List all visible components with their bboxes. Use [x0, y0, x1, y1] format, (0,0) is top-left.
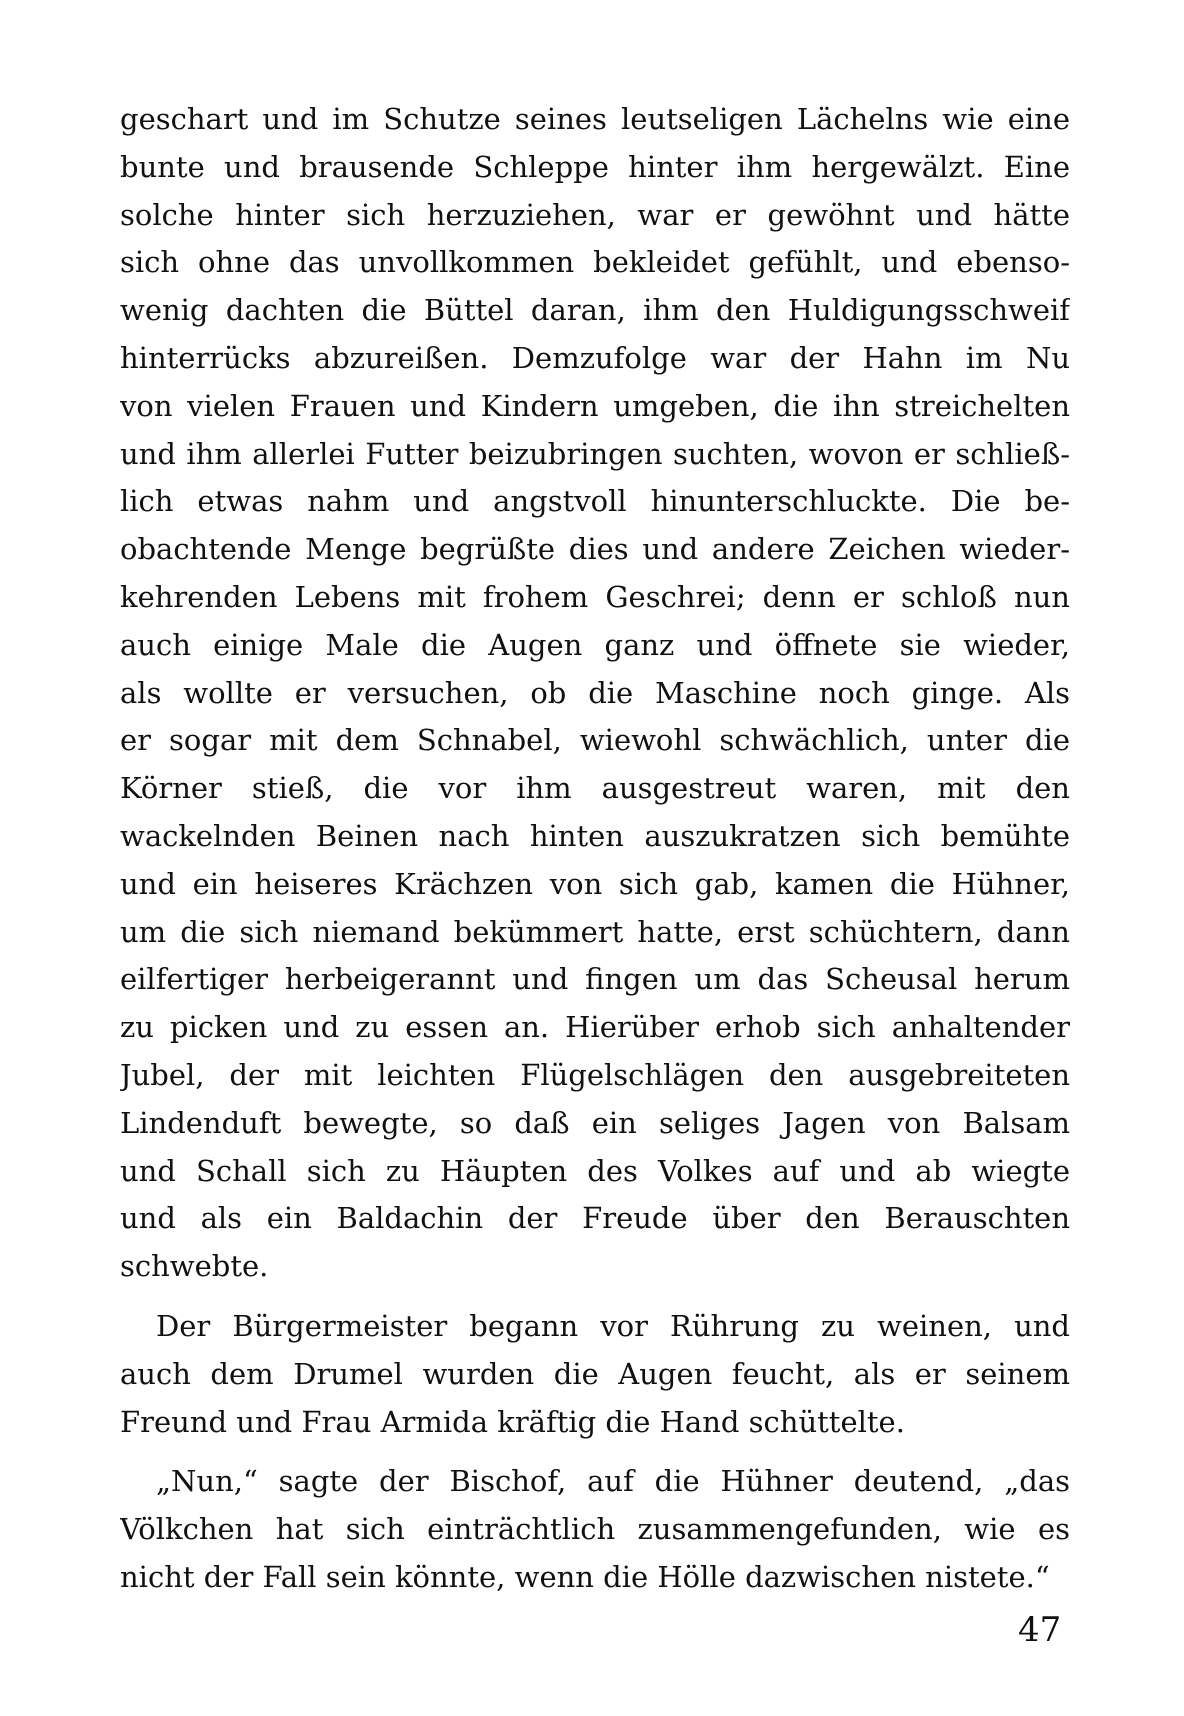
- text-line: obachtende Menge begrüßte dies und andere Zeichen wieder-: [120, 532, 1070, 567]
- text-line: als wollte er versuchen, ob die Maschine noch ginge. Als: [120, 675, 1070, 710]
- text-line: von vielen Frauen und Kindern umgeben, die ihn streichelten: [120, 388, 1070, 423]
- text-line: eilfertiger herbeigerannt und fingen um das Scheusal herum: [120, 962, 1070, 997]
- text-line: Jubel, der mit leichten Flügelschlägen den ausgebreiteten: [120, 1057, 1070, 1092]
- text-line: Körner stieß, die vor ihm ausgestreut waren, mit den: [120, 771, 1070, 806]
- text-line: zu picken und zu essen an. Hierüber erhob sich anhaltender: [120, 1010, 1070, 1045]
- text-line: um die sich niemand bekümmert hatte, erst schüchtern, dann: [120, 914, 1070, 949]
- text-line: „Nun,“ sagte der Bischof, auf die Hühner deutend, „das: [156, 1464, 1070, 1499]
- text-line: wenig dachten die Büttel daran, ihm den Huldigungsschweif: [120, 293, 1070, 328]
- text-line: sich ohne das unvollkommen bekleidet gefühlt, und ebenso-: [120, 245, 1070, 280]
- text-line: Lindenduft bewegte, so daß ein seliges Jagen von Balsam: [120, 1105, 1070, 1140]
- text-line: und als ein Baldachin der Freude über den Berauschten: [120, 1201, 1070, 1236]
- text-line: und ihm allerlei Futter beizubringen suchten, wovon er schließ-: [120, 436, 1070, 471]
- text-line: Völkchen hat sich einträchtlich zusammengefunden, wie es: [120, 1512, 1070, 1547]
- page-number: 47: [1018, 1610, 1062, 1650]
- text-line: auch dem Drumel wurden die Augen feucht, als er seinem: [120, 1356, 1070, 1391]
- text-line: nicht der Fall sein könnte, wenn die Hölle dazwischen nistete.“: [120, 1559, 1050, 1594]
- paragraph-gap: [120, 1446, 1070, 1458]
- text-line: bunte und brausende Schleppe hinter ihm hergewälzt. Eine: [120, 149, 1070, 184]
- text-line: wackelnden Beinen nach hinten auszukratzen sich bemühte: [120, 818, 1070, 853]
- text-line: schwebte.: [120, 1249, 269, 1284]
- text-line: hinterrücks abzureißen. Demzufolge war der Hahn im Nu: [120, 340, 1070, 375]
- text-line: und Schall sich zu Häupten des Volkes auf und ab wiegte: [120, 1153, 1070, 1188]
- text-line: Freund und Frau Armida kräftig die Hand schüttelte.: [120, 1404, 905, 1439]
- text-line: geschart und im Schutze seines leutseligen Lächelns wie eine: [120, 102, 1070, 136]
- text-line: kehrenden Lebens mit frohem Geschrei; denn er schloß nun: [120, 579, 1070, 614]
- body-text: [120, 96, 1070, 1602]
- text-line: solche hinter sich herzuziehen, war er gewöhnt und hätte: [120, 197, 1070, 232]
- text-line: und ein heiseres Krächzen von sich gab, kamen die Hühner,: [120, 866, 1070, 901]
- text-line: er sogar mit dem Schnabel, wiewohl schwächlich, unter die: [120, 723, 1070, 758]
- paragraph-gap: [120, 1291, 1070, 1303]
- text-line: lich etwas nahm und angstvoll hinunterschluckte. Die be-: [120, 484, 1070, 519]
- text-line: auch einige Male die Augen ganz und öffnete sie wieder,: [120, 627, 1070, 662]
- text-line: Der Bürgermeister begann vor Rührung zu weinen, und: [156, 1308, 1070, 1343]
